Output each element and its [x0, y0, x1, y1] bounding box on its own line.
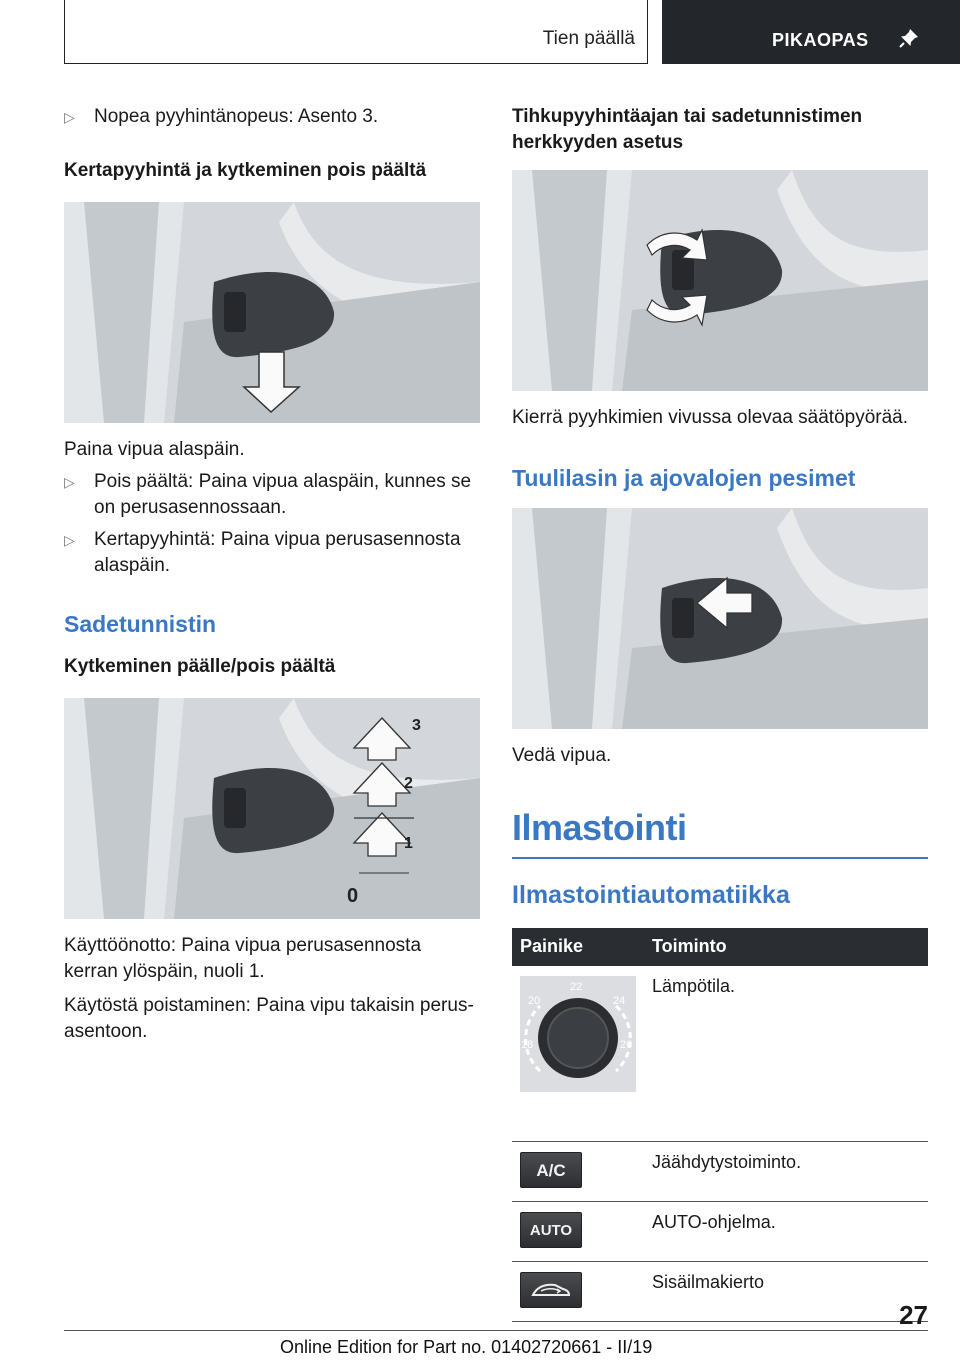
activate-text: Käyttöönotto: Paina vipua perusasennosta kerran ylöspäin, nuoli 1.	[64, 935, 422, 982]
bullet-single-wipe: ▷ Kertapyyhintä: Paina vipua perusasennosta alaspäin.	[64, 529, 461, 576]
table-header-button: Painike	[512, 928, 644, 966]
temperature-dial-icon	[520, 976, 636, 1092]
triangle-bullet-icon: ▷	[64, 474, 75, 490]
position-label-2: 2	[404, 775, 413, 792]
left-column	[64, 104, 480, 1045]
heading-auto-climate: Ilmastointiautomatiikka	[512, 880, 790, 909]
triangle-bullet-icon: ▷	[64, 109, 75, 125]
function-recirculation: Sisäilmakierto	[644, 1262, 928, 1322]
heading-single-wipe: Kertapyyhintä ja kytkeminen pois päältä	[64, 160, 427, 181]
table-row	[512, 966, 928, 1142]
heading-rain-sensor: Sadetunnistin	[64, 611, 217, 637]
dial-label-20: 20	[528, 994, 541, 1007]
heading-climate: Ilmastointi	[512, 807, 687, 848]
footer-rule	[64, 1330, 928, 1331]
header-section-box	[64, 0, 648, 64]
figure-thumbwheel	[512, 170, 928, 391]
figure-lever-pull	[512, 508, 928, 729]
turn-wheel-text: Kierrä pyyhkimien vivussa olevaa säätöpyörää.	[512, 407, 909, 428]
ac-button-icon: A/C	[520, 1152, 582, 1188]
position-label-1: 1	[404, 835, 413, 852]
table-row	[512, 1142, 928, 1202]
edition-footer: Online Edition for Part no. 01402720661 - II/19	[280, 1337, 653, 1357]
dial-label-26: 26	[620, 1038, 633, 1051]
climate-table	[512, 928, 928, 1323]
figure-lever-positions	[64, 698, 480, 919]
function-temperature: Lämpötila.	[644, 966, 928, 1142]
position-label-3: 3	[412, 717, 421, 734]
press-down-text: Paina vipua alaspäin.	[64, 439, 245, 460]
figure-lever-down	[64, 202, 480, 423]
auto-button-icon: AUTO	[520, 1212, 582, 1248]
function-auto: AUTO-ohjelma.	[644, 1202, 928, 1262]
table-row	[512, 1262, 928, 1322]
heading-on-off: Kytkeminen päälle/pois päältä	[64, 656, 336, 677]
heading-washers: Tuulilasin ja ajovalojen pesimet	[512, 465, 856, 491]
pull-text: Vedä vipua.	[512, 745, 612, 766]
pin-icon	[898, 27, 920, 49]
function-cooling: Jäähdytystoiminto.	[644, 1142, 928, 1202]
header-chapter-box	[662, 0, 960, 64]
right-column	[512, 104, 928, 1322]
triangle-bullet-icon: ▷	[64, 532, 75, 548]
heading-rule	[512, 857, 928, 859]
bullet-fast-speed: ▷ Nopea pyyhintänopeus: Asento 3.	[64, 104, 480, 130]
table-row	[512, 1202, 928, 1262]
heading-interval-setting: Tihkupyyhintäajan tai sadetunnistimen herkkyyden asetus	[512, 106, 863, 153]
section-title: Tien päällä	[542, 28, 635, 49]
position-label-0: 0	[347, 885, 359, 907]
dial-label-24: 24	[613, 994, 626, 1007]
recirculation-button-icon	[520, 1272, 582, 1308]
table-header-function: Toiminto	[644, 928, 928, 966]
bullet-off: ▷ Pois päältä: Paina vipua alaspäin, kunnes se on perusasennossaan.	[64, 471, 472, 518]
deactivate-text: Käytöstä poistaminen: Paina vipu takaisin perusasentoon.	[64, 995, 474, 1042]
chapter-title: PIKAOPAS	[772, 30, 869, 50]
dial-label-22: 22	[570, 980, 583, 993]
page-number: 27	[899, 1300, 928, 1330]
dial-label-18: 18	[521, 1038, 534, 1051]
